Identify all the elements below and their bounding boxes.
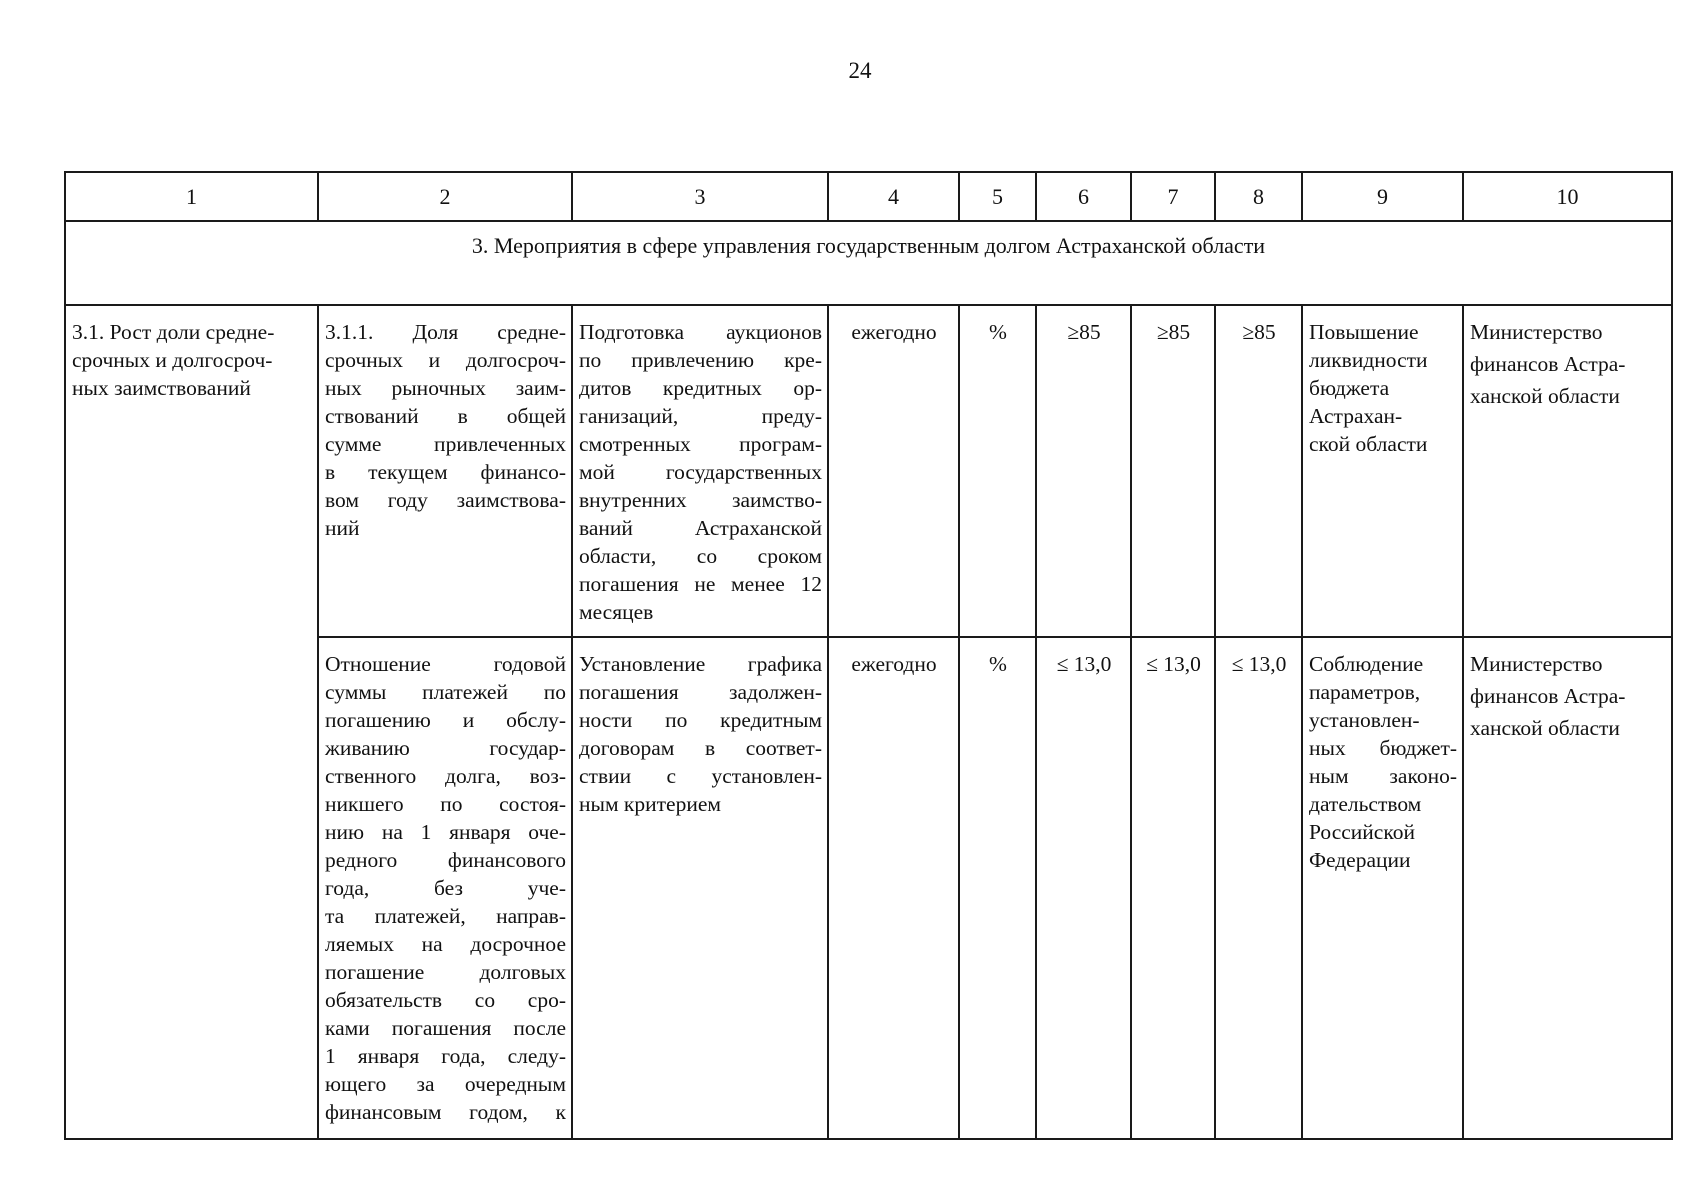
unit-value: %: [989, 652, 1007, 676]
executor-line: финансов Астра-: [1470, 684, 1626, 708]
indicator-line: ствований в общей: [325, 404, 566, 428]
value-cell-8: [1215, 637, 1302, 1139]
result-line: Повышение: [1309, 320, 1419, 344]
executor-line: финансов Астра-: [1470, 352, 1626, 376]
indicator-line: в текущем финансо-: [325, 460, 566, 484]
period-value: ежегодно: [851, 320, 937, 344]
measure-line: месяцев: [579, 600, 654, 624]
column-number: 2: [318, 172, 572, 221]
executor-line: ханской области: [1470, 716, 1620, 740]
period-value: ежегодно: [851, 652, 937, 676]
measure-cell: [572, 637, 828, 1139]
indicator-text: [319, 638, 571, 1126]
result-line: ской области: [1309, 432, 1428, 456]
measure-text: [573, 638, 827, 818]
executor-cell: [1463, 305, 1672, 637]
measure-line: Установление графика: [579, 652, 822, 676]
column-number: 10: [1463, 172, 1672, 221]
goal-line: срочных и долгосроч-: [72, 348, 273, 372]
indicator-line: 3.1.1. Доля средне-: [325, 320, 566, 344]
executor-cell: [1463, 637, 1672, 1139]
measure-line: Подготовка аукционов: [579, 320, 822, 344]
unit-cell: [959, 305, 1036, 637]
target-value: ≥85: [1067, 320, 1101, 344]
indicator-line: та платежей, направ-: [325, 904, 566, 928]
value-cell-7: [1131, 305, 1215, 637]
period-cell: [828, 637, 959, 1139]
indicator-line: живанию государ-: [325, 736, 566, 760]
indicator-line: никшего по состоя-: [325, 792, 566, 816]
executor-text: [1464, 306, 1671, 412]
indicator-text: [319, 306, 571, 542]
result-cell: [1302, 305, 1463, 637]
indicator-line: ляемых на досрочное: [325, 932, 566, 956]
section-row: [65, 221, 1672, 305]
measure-line: ствии с установлен-: [579, 764, 822, 788]
result-line: бюджета: [1309, 376, 1390, 400]
indicator-cell: [318, 637, 572, 1139]
measure-line: погашения не менее 12: [579, 572, 822, 596]
result-line: Российской: [1309, 820, 1415, 844]
result-line: ных бюджет-: [1309, 736, 1457, 760]
column-number: 9: [1302, 172, 1463, 221]
measure-line: дитов кредитных ор-: [579, 376, 822, 400]
result-line: ным законо-: [1309, 764, 1457, 788]
indicator-line: редного финансового: [325, 848, 566, 872]
goal-text: [66, 306, 317, 402]
target-value: ≥85: [1156, 320, 1191, 344]
measure-cell: [572, 305, 828, 637]
column-number-row: [65, 172, 1672, 221]
value-cell-6: [1036, 637, 1131, 1139]
section-title: 3. Мероприятия в сфере управления государственным долгом Астраханской области: [65, 221, 1672, 305]
measure-line: внутренних заимство-: [579, 488, 822, 512]
indicator-line: погашению и обслу-: [325, 708, 566, 732]
indicator-line: 1 января года, следу-: [325, 1044, 566, 1068]
executor-line: Министерство: [1470, 320, 1603, 344]
executor-text: [1464, 638, 1671, 744]
measure-text: [573, 306, 827, 626]
indicator-line: года, без уче-: [325, 876, 566, 900]
result-line: установлен-: [1309, 708, 1420, 732]
target-value: ≤ 13,0: [1146, 652, 1201, 676]
value-cell-7: [1131, 637, 1215, 1139]
target-value: ≤ 13,0: [1056, 652, 1112, 676]
indicator-line: Отношение годовой: [325, 652, 566, 676]
result-cell: [1302, 637, 1463, 1139]
indicator-line: суммы платежей по: [325, 680, 566, 704]
column-number: 1: [65, 172, 318, 221]
table-row: [65, 305, 1672, 637]
target-value: ≥85: [1242, 320, 1276, 344]
goal-cell: [65, 305, 318, 1139]
value-cell-8: [1215, 305, 1302, 637]
measure-line: ным критерием: [579, 792, 721, 816]
indicator-line: ками погашения после: [325, 1016, 566, 1040]
indicator-line: ний: [325, 516, 360, 540]
measure-line: смотренных програм-: [579, 432, 822, 456]
measure-line: области, со сроком: [579, 544, 822, 568]
period-cell: [828, 305, 959, 637]
result-line: ликвидности: [1309, 348, 1428, 372]
measure-line: ности по кредитным: [579, 708, 822, 732]
executor-line: ханской области: [1470, 384, 1620, 408]
result-line: Соблюдение: [1309, 652, 1424, 676]
measure-line: ваний Астраханской: [579, 516, 822, 540]
value-cell-6: [1036, 305, 1131, 637]
column-number: 5: [959, 172, 1036, 221]
result-line: параметров,: [1309, 680, 1421, 704]
indicator-line: погашение долговых: [325, 960, 566, 984]
measure-line: договорам в соответ-: [579, 736, 822, 760]
result-line: Федерации: [1309, 848, 1411, 872]
measures-table-wrapper: [64, 171, 1673, 1140]
column-number: 6: [1036, 172, 1131, 221]
measures-table: [64, 171, 1673, 1140]
indicator-line: обязательств со сро-: [325, 988, 566, 1012]
measure-line: по привлечению кре-: [579, 348, 822, 372]
result-line: Астрахан-: [1309, 404, 1403, 428]
page-number: 24: [848, 58, 872, 83]
indicator-line: сумме привлеченных: [325, 432, 566, 456]
target-value: ≤ 13,0: [1231, 652, 1287, 676]
executor-line: Министерство: [1470, 652, 1603, 676]
goal-line: ных заимствований: [72, 376, 251, 400]
indicator-line: финансовым годом, к: [325, 1100, 566, 1124]
indicator-line: нию на 1 января оче-: [325, 820, 566, 844]
goal-line: 3.1. Рост доли средне-: [72, 320, 275, 344]
column-number: 8: [1215, 172, 1302, 221]
result-line: дательством: [1309, 792, 1422, 816]
indicator-line: ных рыночных заим-: [325, 376, 566, 400]
indicator-line: ющего за очередным: [325, 1072, 566, 1096]
measure-line: мой государственных: [579, 460, 822, 484]
unit-value: %: [989, 320, 1007, 344]
indicator-line: срочных и долгосроч-: [325, 348, 566, 372]
column-number: 7: [1131, 172, 1215, 221]
measure-line: погашения задолжен-: [579, 680, 822, 704]
column-number: 4: [828, 172, 959, 221]
result-text: [1303, 638, 1462, 874]
unit-cell: [959, 637, 1036, 1139]
column-number: 3: [572, 172, 828, 221]
indicator-line: ственного долга, воз-: [325, 764, 566, 788]
measure-line: ганизаций, преду-: [579, 404, 822, 428]
indicator-line: вом году заимствова-: [325, 488, 566, 512]
result-text: [1303, 306, 1462, 458]
indicator-cell: [318, 305, 572, 637]
